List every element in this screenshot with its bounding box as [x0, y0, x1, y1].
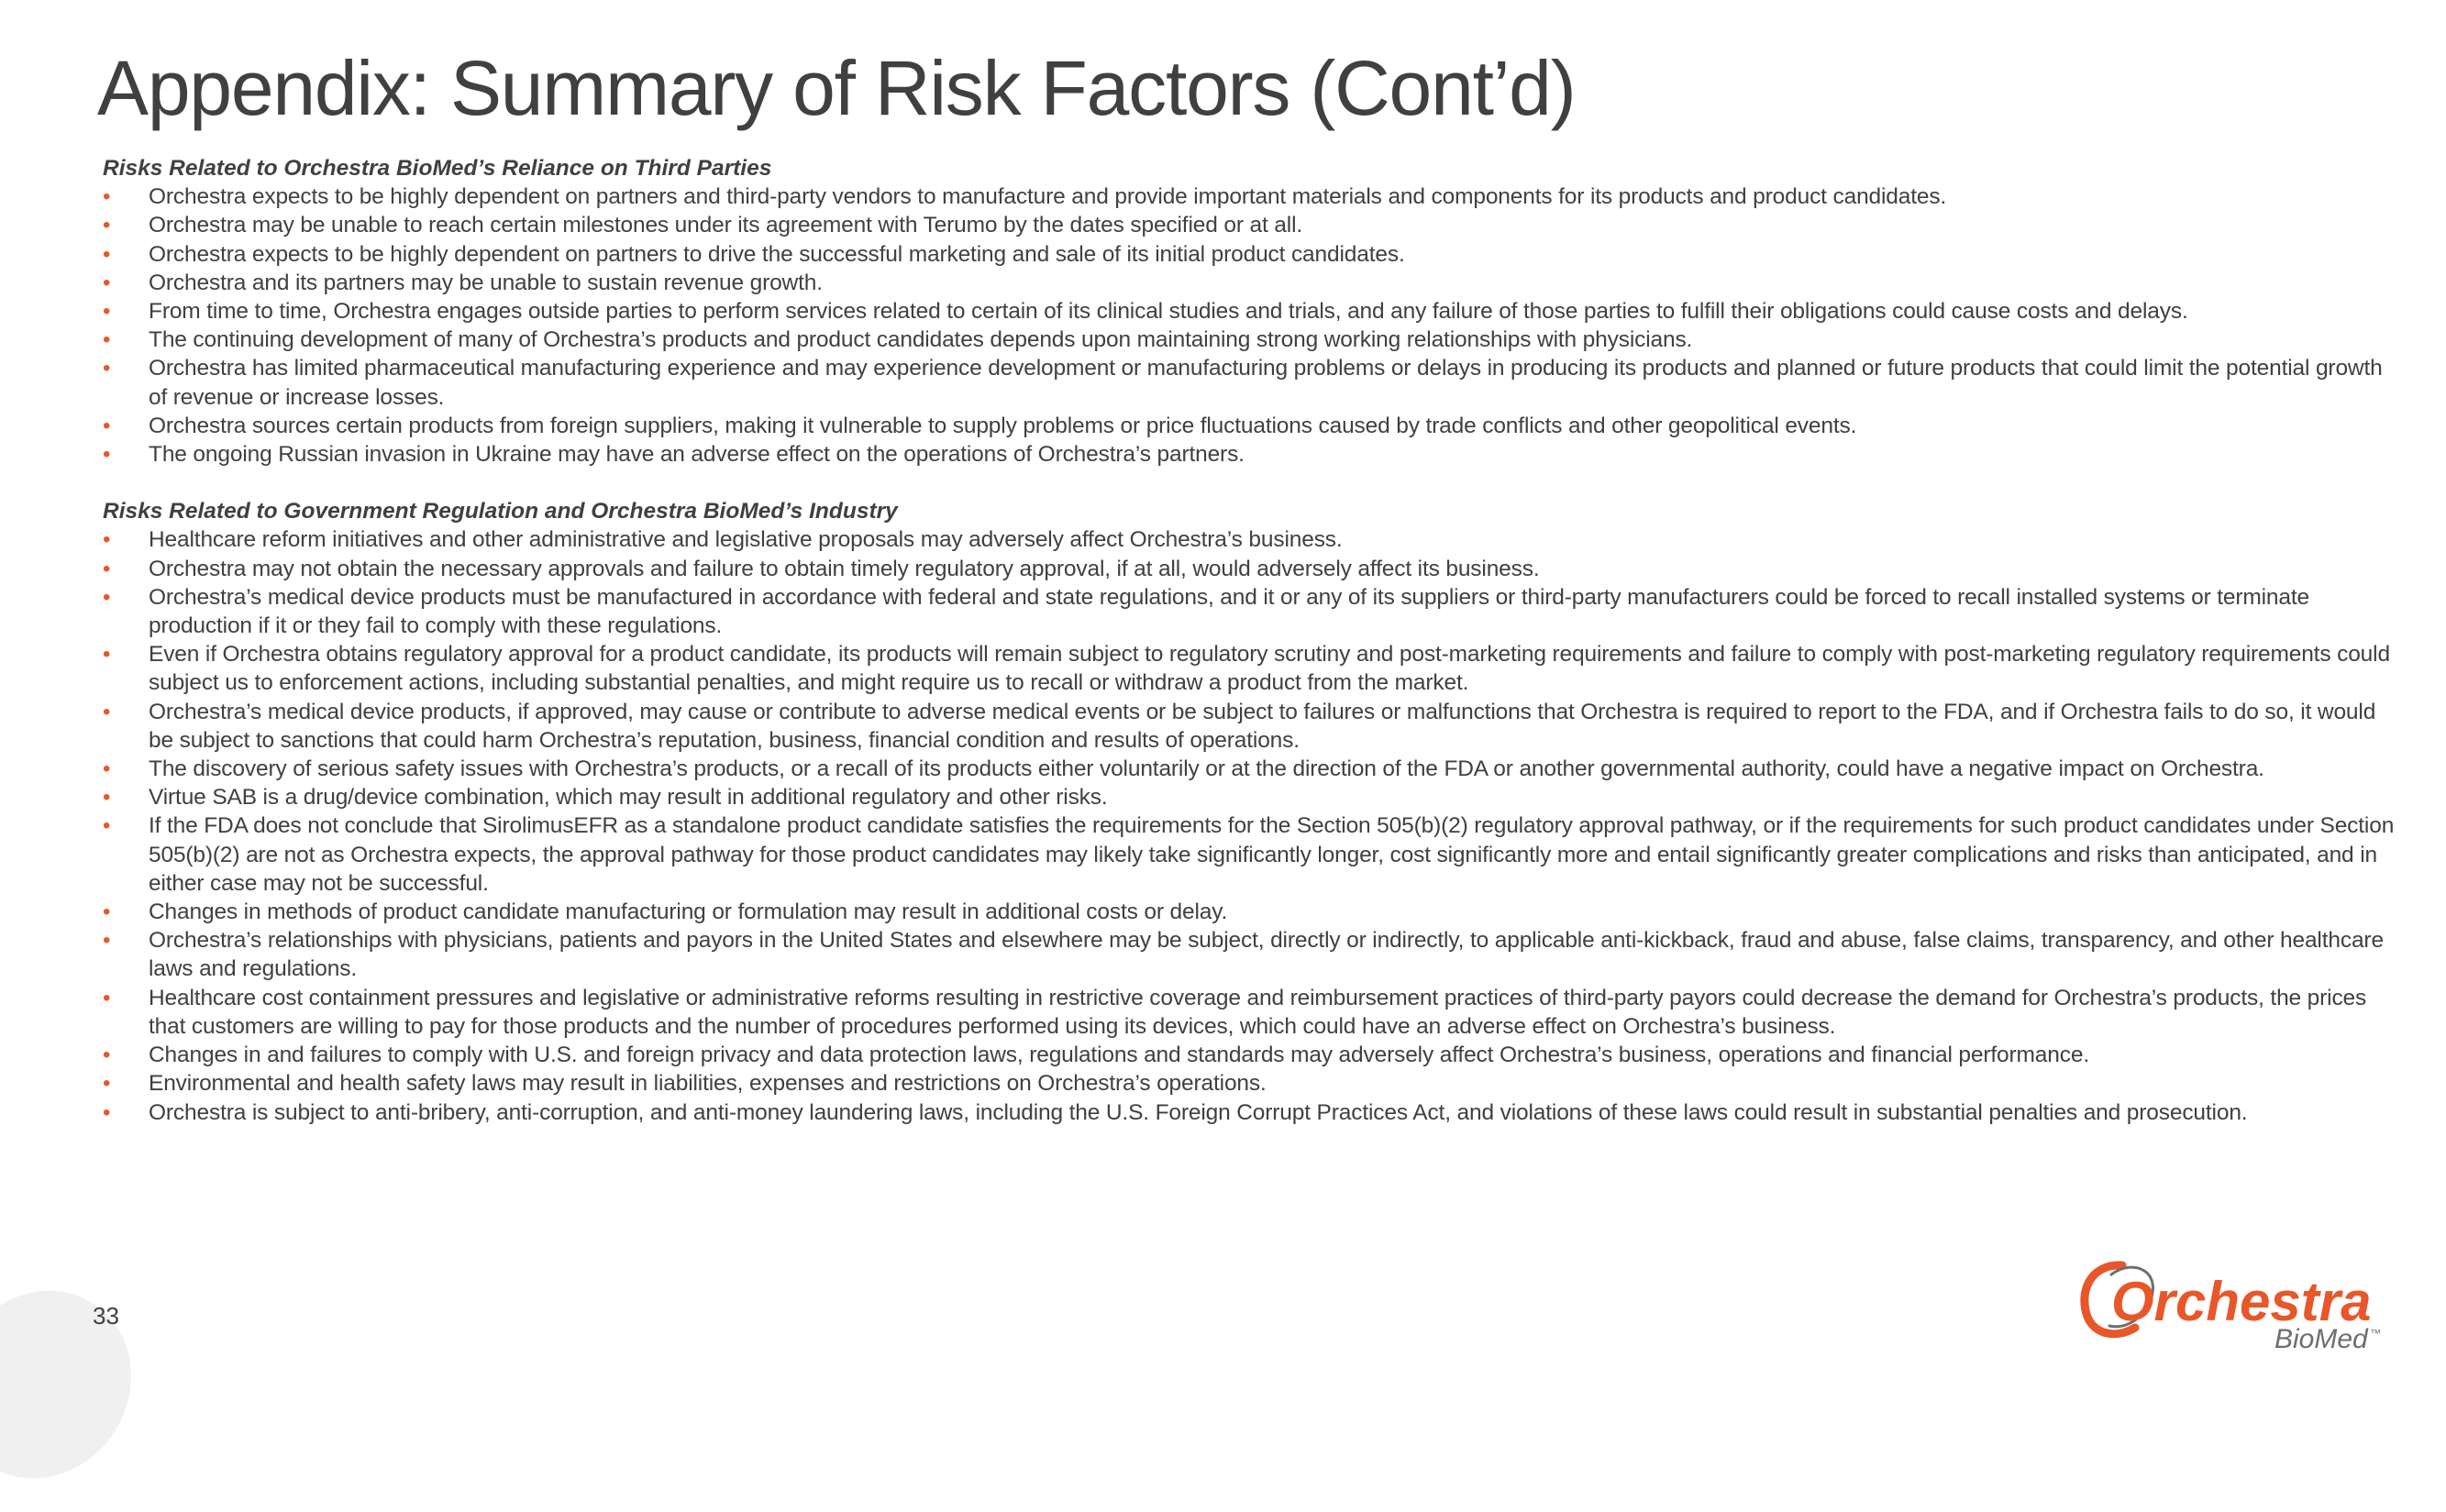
risk-text: From time to time, Orchestra engages outside parties to perform services related to certain of its clinical studies and trials, and any failure of those parties to fulfill their obligations could cause costs and delays. — [149, 299, 2188, 325]
section-heading-third-parties: Risks Related to Orchestra BioMed’s Reliance on Third Parties — [103, 156, 772, 181]
risk-text: Even if Orchestra obtains regulatory approval for a product candidate, its products will remain subject to regulatory scrutiny and post-marketing requirements and failure to comply with post-marketing regulatory requirements could subject us to enforcement actions, including substantial penalties, and might require us to recall or withdraw a product from the market. — [149, 642, 2390, 696]
bullet-icon: • — [103, 527, 111, 553]
risk-text: Healthcare cost containment pressures and legislative or administrative reforms resulting in restrictive coverage and reimbursement practices of third-party payors could decrease the demand for Orchestra’s products, the prices that customers are willing to pay for those products and the number of procedures performed using its devices, which could have an adverse effect on Orchestra’s business. — [149, 985, 2367, 1039]
risk-text: Environmental and health safety laws may result in liabilities, expenses and restrictions on Orchestra’s operations. — [149, 1071, 1267, 1097]
list-item — [103, 297, 2396, 326]
third-party-risk-list — [103, 182, 2396, 469]
bullet-icon: • — [103, 356, 111, 381]
bullet-icon: • — [103, 241, 111, 267]
bullet-icon: • — [103, 584, 111, 610]
list-item — [103, 412, 2396, 440]
list-item — [103, 354, 2396, 411]
risk-text: Orchestra expects to be highly dependent on partners and third-party vendors to manufacture and provide important materials and components for its products and product candidates. — [149, 184, 1947, 210]
bullet-icon: • — [103, 985, 111, 1010]
list-item — [103, 525, 2396, 554]
bullet-icon: • — [103, 270, 111, 295]
risk-factors-content — [103, 154, 2396, 1127]
logo-subtitle: BioMed — [2274, 1324, 2368, 1354]
corner-decoration — [0, 1257, 166, 1512]
risk-text: Changes in methods of product candidate manufacturing or formulation may result in additional costs or delay. — [149, 899, 1228, 925]
risk-text: Orchestra has limited pharmaceutical manufacturing experience and may experience development or manufacturing problems or delays in producing its products and planned or future products that could limit the potential growth of revenue or increase losses. — [149, 356, 2383, 410]
bullet-icon: • — [103, 299, 111, 325]
bullet-icon: • — [103, 184, 111, 210]
risk-text: Healthcare reform initiatives and other administrative and legislative proposals may adversely affect Orchestra’s business. — [149, 527, 1343, 553]
risk-text: Virtue SAB is a drug/device combination, which may result in additional regulatory and other risks. — [149, 785, 1108, 811]
bullet-icon: • — [103, 899, 111, 925]
risk-text: Orchestra expects to be highly dependent on partners to drive the successful marketing and sale of its initial product candidates. — [149, 241, 1405, 267]
bullet-icon: • — [103, 1043, 111, 1068]
list-item — [103, 211, 2396, 239]
list-item — [103, 1041, 2396, 1069]
bullet-icon: • — [103, 556, 111, 581]
risk-text: Orchestra’s medical device products must be manufactured in accordance with federal and state regulations, and it or any of its suppliers or third-party manufacturers could be forced to recall installed systems or terminate production if it or they fail to comply with these regulations. — [149, 584, 2310, 639]
logo-trademark: ™ — [2370, 1327, 2381, 1340]
list-item — [103, 984, 2396, 1041]
bullet-icon: • — [103, 699, 111, 724]
risk-text: If the FDA does not conclude that SirolimusEFR as a standalone product candidate satisfies the requirements for the Section 505(b)(2) regulatory approval pathway, or if the requirements for such product candidates under Section 505(b)(2) are not as Orchestra expects, the approval pathway for those product candidates may likely take significantly longer, cost significantly more and entail significantly greater complications and risks than anticipated, and in either case may not be successful. — [149, 813, 2395, 896]
bullet-icon: • — [103, 642, 111, 668]
risk-text: Orchestra may be unable to reach certain milestones under its agreement with Terumo by the dates specified or at all. — [149, 213, 1303, 238]
list-item — [103, 755, 2396, 783]
list-item — [103, 898, 2396, 926]
list-item — [103, 269, 2396, 297]
risk-text: The continuing development of many of Orchestra’s products and product candidates depends upon maintaining strong working relationships with physicians. — [149, 327, 1693, 353]
risk-text: Orchestra may not obtain the necessary approvals and failure to obtain timely regulatory approval, if at all, would adversely affect its business. — [149, 556, 1540, 581]
risk-text: The discovery of serious safety issues with Orchestra’s products, or a recall of its products either voluntarily or at the direction of the FDA or another governmental authority, could have a negative impact on Orchestra. — [149, 756, 2264, 782]
risk-text: The ongoing Russian invasion in Ukraine may have an adverse effect on the operations of Orchestra’s partners. — [149, 442, 1245, 468]
orchestra-biomed-logo — [2075, 1254, 2405, 1355]
risk-text: Orchestra sources certain products from foreign suppliers, making it vulnerable to supply problems or price fluctuations caused by trade conflicts and other geopolitical events. — [149, 413, 1857, 438]
list-item — [103, 783, 2396, 811]
section-heading-government-regulation: Risks Related to Government Regulation and Orchestra BioMed’s Industry — [103, 499, 898, 524]
bullet-icon: • — [103, 1099, 111, 1125]
logo-wordmark: Orchestra — [2111, 1271, 2372, 1332]
government-regulation-risk-list — [103, 525, 2396, 1126]
list-item — [103, 698, 2396, 755]
list-item — [103, 440, 2396, 469]
page-number: 33 — [93, 1302, 119, 1330]
list-item — [103, 240, 2396, 269]
slide-title: Appendix: Summary of Risk Factors (Cont’d) — [97, 45, 1576, 131]
section-spacer — [103, 469, 2396, 497]
bullet-icon: • — [103, 413, 111, 438]
list-item — [103, 1069, 2396, 1098]
list-item — [103, 583, 2396, 640]
bullet-icon: • — [103, 213, 111, 238]
bullet-icon: • — [103, 813, 111, 839]
list-item — [103, 811, 2396, 898]
risk-text: Orchestra and its partners may be unable to sustain revenue growth. — [149, 270, 823, 295]
bullet-icon: • — [103, 928, 111, 954]
bullet-icon: • — [103, 327, 111, 353]
risk-text: Orchestra is subject to anti-bribery, anti-corruption, and anti-money laundering laws, including the U.S. Foreign Corrupt Practices Act, and violations of these laws could result in substantial penalties and prosecution. — [149, 1099, 2248, 1125]
list-item — [103, 926, 2396, 983]
bullet-icon: • — [103, 785, 111, 811]
list-item — [103, 555, 2396, 583]
bullet-icon: • — [103, 442, 111, 468]
risk-text: Orchestra’s medical device products, if approved, may cause or contribute to adverse medical events or be subject to failures or malfunctions that Orchestra is required to report to the FDA, and if Orchestra fails to do so, it would be subject to sanctions that could harm Orchestra’s reputation, business, financial condition and results of operations. — [149, 699, 2376, 753]
risk-text: Changes in and failures to comply with U.S. and foreign privacy and data protection laws, regulations and standards may adversely affect Orchestra’s business, operations and financial performance. — [149, 1043, 2089, 1068]
bullet-icon: • — [103, 756, 111, 782]
list-item — [103, 1098, 2396, 1127]
risk-text: Orchestra’s relationships with physicians, patients and payors in the United States and elsewhere may be subject, directly or indirectly, to applicable anti-kickback, fraud and abuse, false claims, transparency, and other healthcare laws and regulations. — [149, 928, 2384, 982]
list-item — [103, 182, 2396, 211]
list-item — [103, 326, 2396, 354]
bullet-icon: • — [103, 1071, 111, 1097]
list-item — [103, 640, 2396, 697]
